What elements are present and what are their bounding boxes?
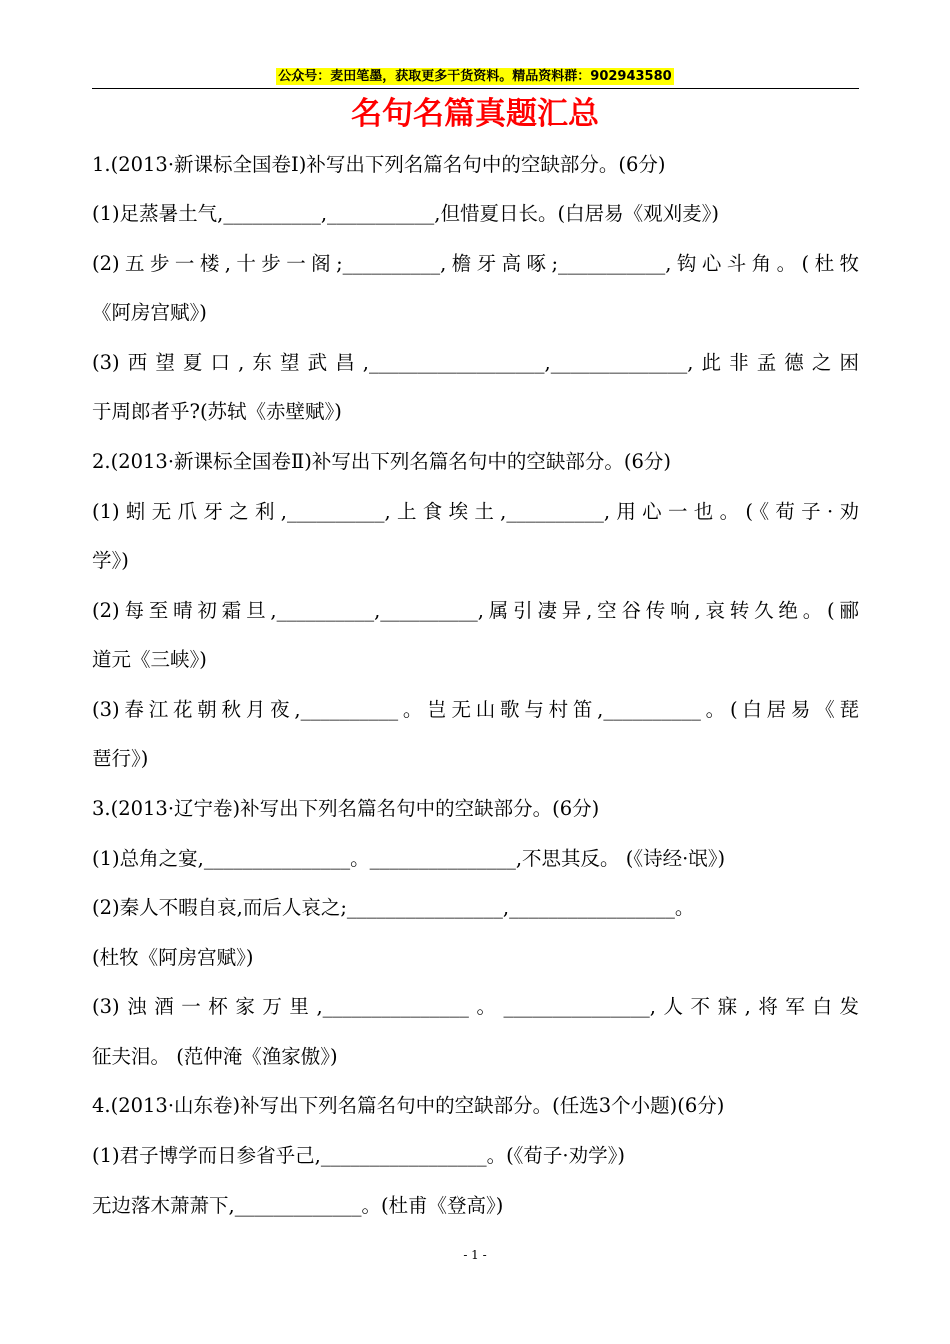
document-title: 名句名篇真题汇总 bbox=[351, 96, 599, 132]
page-number: - 1 - bbox=[463, 1248, 487, 1262]
question-2-item-1: (1)蚓无爪牙之利,__________,上食埃土,__________,用心一也。(《荀子·劝 bbox=[92, 500, 859, 523]
question-1-item-3-cont: 于周郎者乎?(苏轼《赤壁赋》) bbox=[92, 400, 342, 423]
question-1-item-2: (2)五步一楼,十步一阁;__________,檐牙高啄;___________,钩心斗角。(杜牧 bbox=[92, 252, 859, 275]
question-3-item-3: (3)浊酒一杯家万里,_______________。_______________,人不寐,将军白发 bbox=[92, 995, 859, 1018]
question-3-item-2-cont: (杜牧《阿房宫赋》) bbox=[92, 946, 254, 969]
question-1-heading: 1.(2013·新课标全国卷Ⅰ)补写出下列名篇名句中的空缺部分。(6分) bbox=[92, 153, 666, 176]
question-2-item-2: (2)每至晴初霜旦,__________,__________,属引凄异,空谷传响,哀转久绝。(郦 bbox=[92, 599, 859, 622]
question-4-heading: 4.(2013·山东卷)补写出下列名篇名句中的空缺部分。(任选3个小题)(6分) bbox=[92, 1094, 725, 1117]
question-2-item-2-cont: 道元《三峡》) bbox=[92, 648, 207, 671]
question-2-heading: 2.(2013·新课标全国卷Ⅱ)补写出下列名篇名句中的空缺部分。(6分) bbox=[92, 450, 672, 473]
header-banner bbox=[0, 67, 950, 87]
header-banner-text: 公众号：麦田笔墨，获取更多干货资料。精品资料群：902943580 bbox=[278, 69, 672, 84]
question-1-item-1: (1)足蒸暑土气,__________,___________,但惜夏日长。(白居易《观刈麦》) bbox=[92, 202, 719, 225]
question-2-item-3: (3)春江花朝秋月夜,__________。岂无山歌与村笛,__________。(白居易《琵 bbox=[92, 698, 859, 721]
question-4-item-1-cont: 无边落木萧萧下,_____________。(杜甫《登高》) bbox=[92, 1194, 504, 1217]
question-3-heading: 3.(2013·辽宁卷)补写出下列名篇名句中的空缺部分。(6分) bbox=[92, 797, 600, 820]
question-2-item-1-cont: 学》) bbox=[92, 549, 129, 572]
question-2-item-3-cont: 琶行》) bbox=[92, 747, 149, 770]
header-divider bbox=[92, 88, 859, 89]
question-3-item-1: (1)总角之宴,_______________。_______________,不思其反。 (《诗经·氓》) bbox=[92, 847, 726, 870]
question-4-item-1: (1)君子博学而日参省乎己,_________________。(《荀子·劝学》) bbox=[92, 1144, 625, 1167]
question-3-item-3-cont: 征夫泪。 (范仲淹《渔家傲》) bbox=[92, 1045, 338, 1068]
question-1-item-2-cont: 《阿房宫赋》) bbox=[92, 301, 207, 324]
question-1-item-3: (3)西望夏口,东望武昌,__________________,______________,此非孟德之困 bbox=[92, 351, 859, 374]
question-3-item-2: (2)秦人不暇自哀,而后人哀之;________________,_________________。 bbox=[92, 896, 695, 919]
